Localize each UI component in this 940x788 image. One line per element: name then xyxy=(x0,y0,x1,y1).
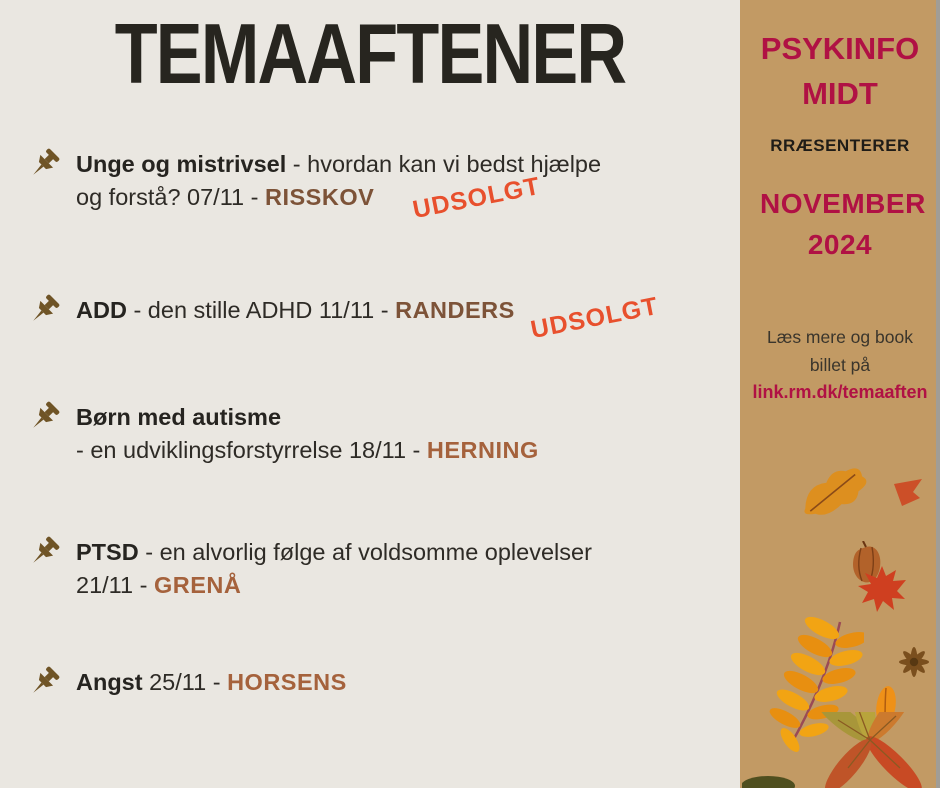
event-desc: og forstå? 07/11 - xyxy=(76,184,265,210)
event-line xyxy=(76,569,592,602)
pushpin-icon xyxy=(28,664,64,700)
event-desc: - en alvorlig følge af voldsomme oplevelser xyxy=(138,539,592,565)
cta-text: Læs mere og book billet på xyxy=(767,327,913,375)
green-leaf-edge-icon xyxy=(742,774,798,788)
month-title: NOVEMBER 2024 xyxy=(760,188,926,260)
pushpin-icon xyxy=(28,399,64,435)
event-text xyxy=(76,536,592,602)
event-topic: Angst xyxy=(76,669,143,695)
event-city: RANDERS xyxy=(395,297,515,323)
event-topic: ADD xyxy=(76,297,127,323)
event-text xyxy=(76,401,539,467)
presents-label: RRÆSENTERER xyxy=(770,136,910,155)
event-topic: Børn med autisme xyxy=(76,404,282,430)
event-topic: Unge og mistrivsel xyxy=(76,151,287,177)
event-line xyxy=(76,666,347,699)
soldout-badge: UDSOLGT xyxy=(528,291,661,345)
event-item xyxy=(28,291,661,345)
event-line xyxy=(76,401,539,434)
poster-title: TEMAAFTENER xyxy=(114,5,626,102)
event-line xyxy=(76,434,539,467)
event-text xyxy=(76,666,347,699)
event-desc: - den stille ADHD 11/11 - xyxy=(126,297,396,323)
event-desc: 25/11 - xyxy=(142,669,228,695)
event-city: HERNING xyxy=(426,437,539,463)
event-desc: 21/11 - xyxy=(76,572,154,598)
event-item xyxy=(28,536,592,602)
maple-leaf-icon xyxy=(856,564,908,612)
event-item xyxy=(28,148,602,225)
star-anise-icon xyxy=(894,642,934,682)
creeper-leaf-icon xyxy=(808,712,934,788)
soldout-badge: UDSOLGT xyxy=(410,171,543,225)
booking-link: link.rm.dk/temaaften xyxy=(752,382,928,402)
event-city: RISSKOV xyxy=(265,184,375,210)
event-item xyxy=(28,401,539,467)
brand-title: PSYKINFO MIDT xyxy=(760,31,920,111)
event-desc: - en udviklingsforstyrrelse 18/11 - xyxy=(76,437,427,463)
event-line xyxy=(76,294,515,327)
event-topic: PTSD xyxy=(76,539,139,565)
event-item xyxy=(28,666,347,700)
event-text xyxy=(76,294,515,327)
pushpin-icon xyxy=(28,534,64,570)
sidebar xyxy=(740,0,940,788)
pushpin-icon xyxy=(28,292,64,328)
right-edge-strip xyxy=(936,0,940,788)
leaf-fragment-icon xyxy=(890,476,926,512)
oak-leaf-icon xyxy=(792,455,883,530)
event-line xyxy=(76,536,592,569)
pushpin-icon xyxy=(28,146,64,182)
event-city: GRENÅ xyxy=(153,572,242,598)
event-city: HORSENS xyxy=(227,669,347,695)
event-desc: - hvordan kan vi bedst hjælpe xyxy=(286,151,602,177)
